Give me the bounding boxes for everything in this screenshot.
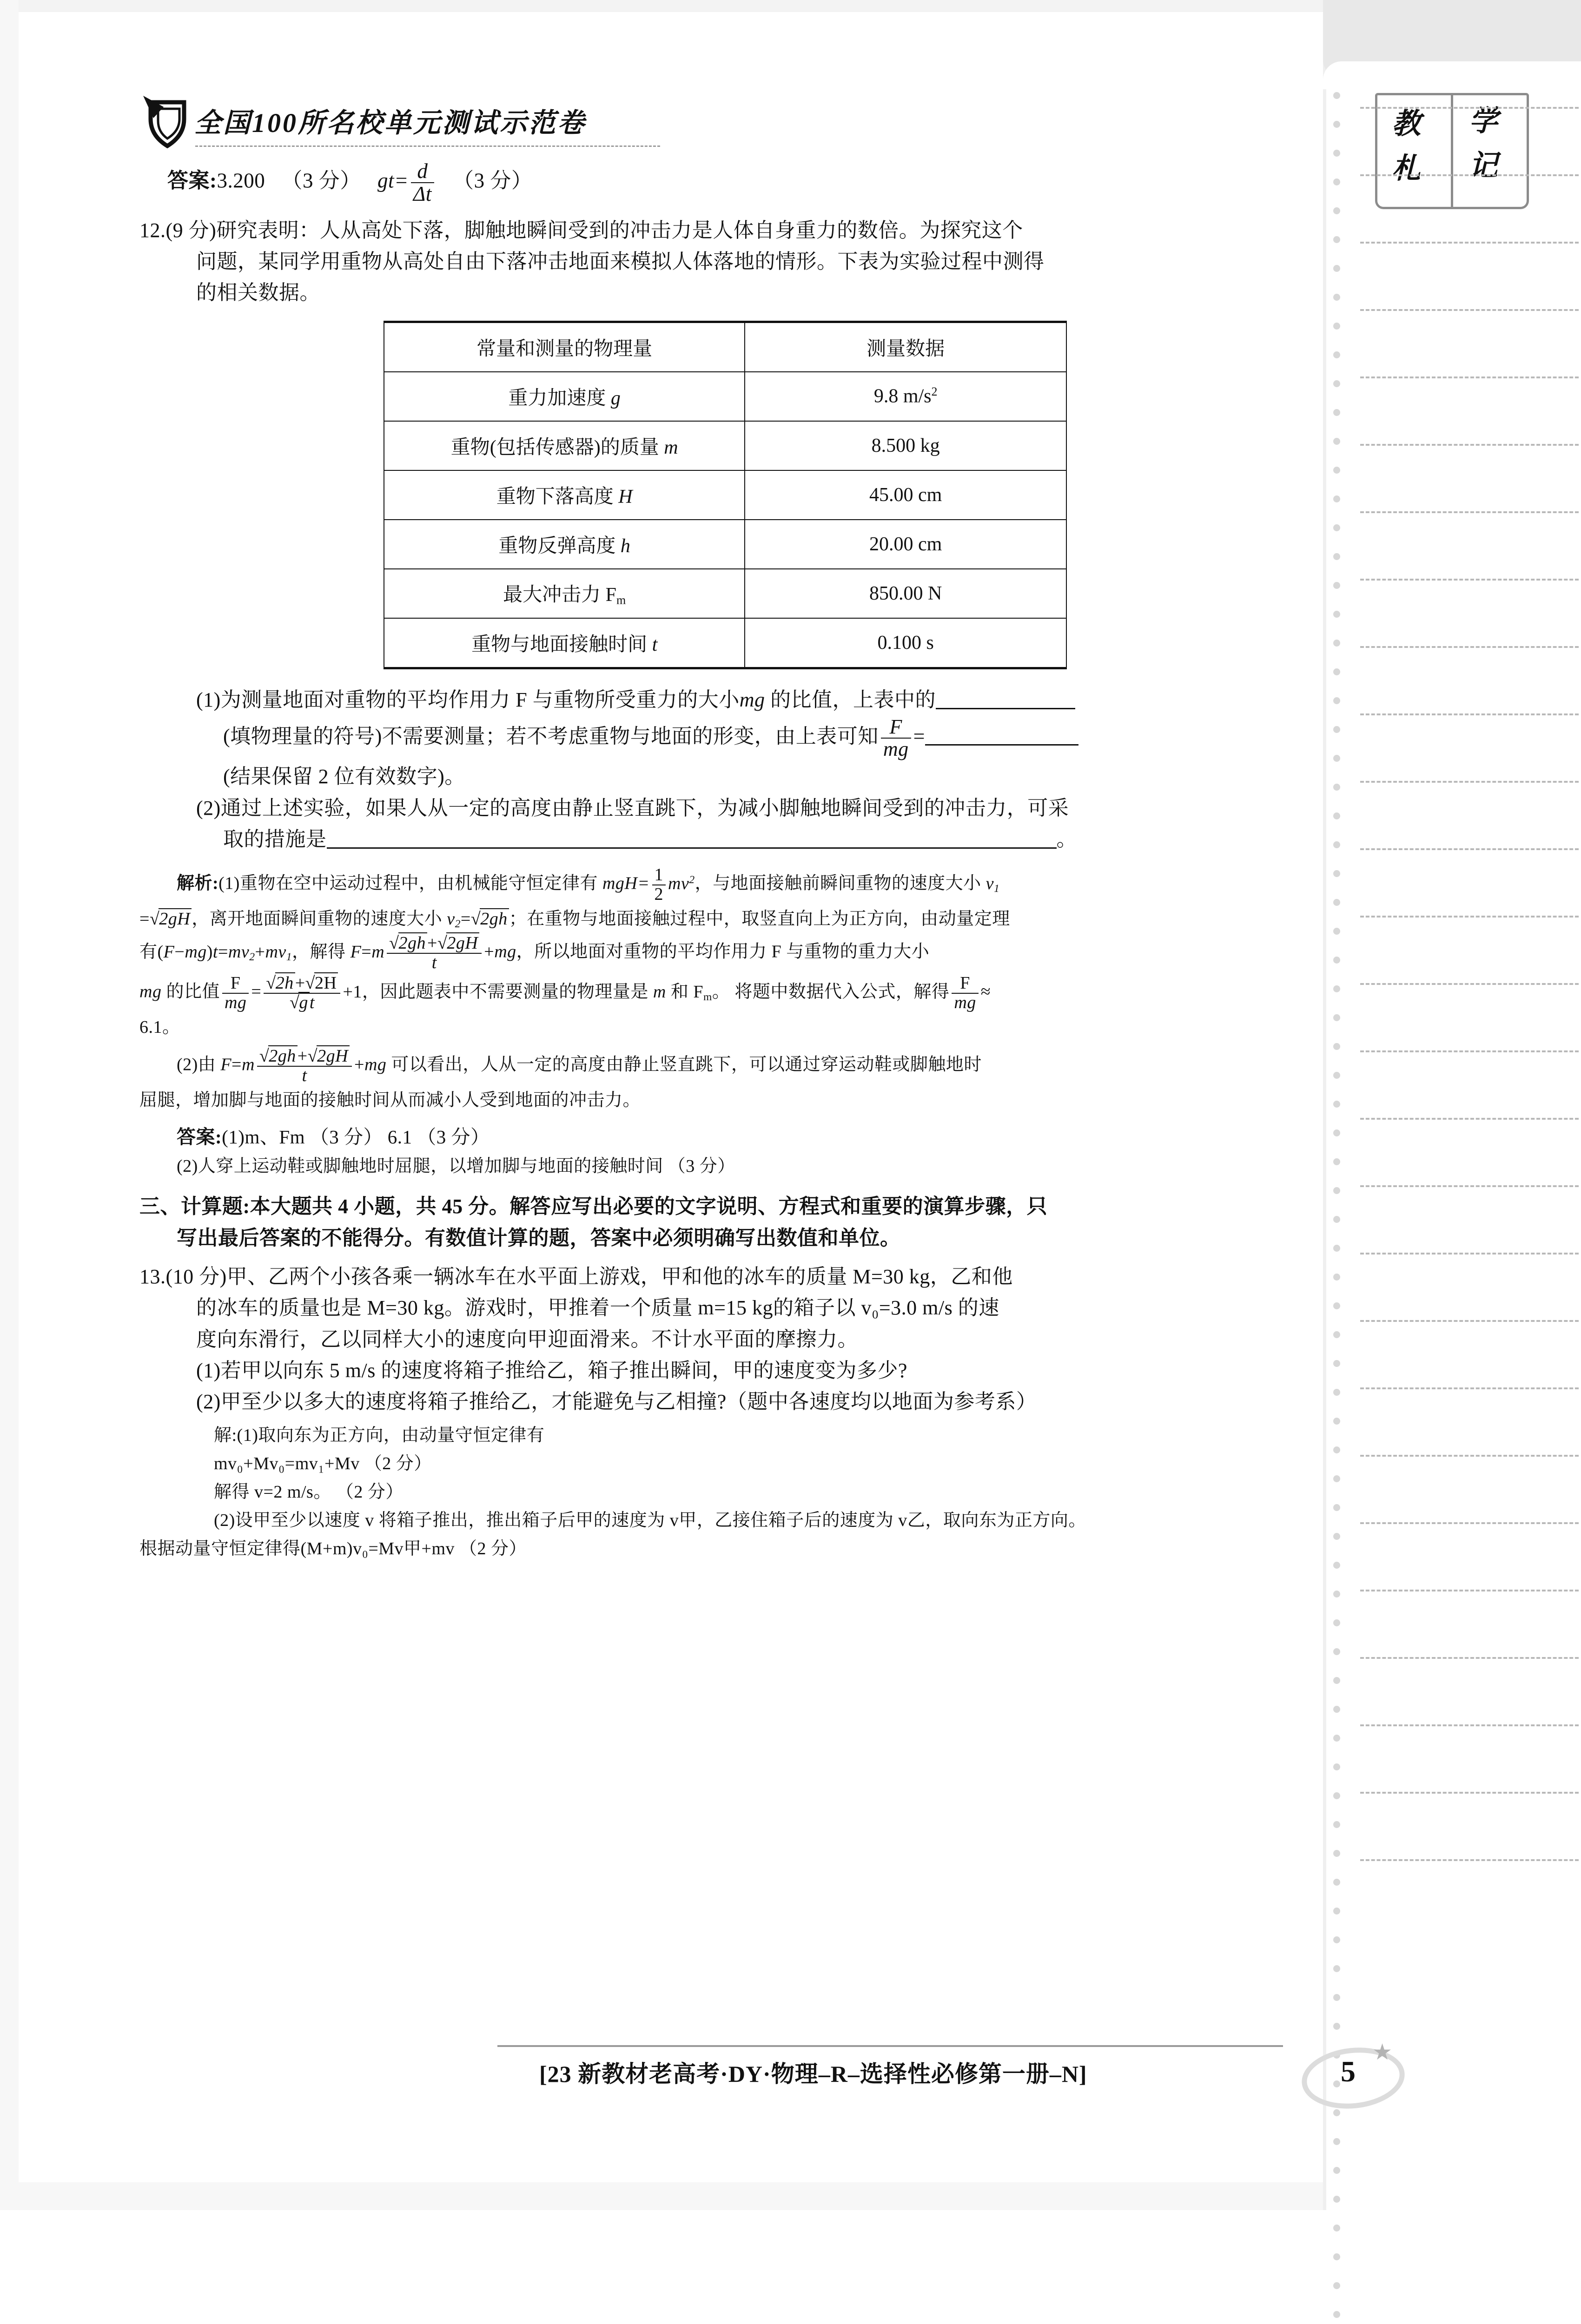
- fraction-numerator: F: [222, 974, 249, 994]
- fraction-denominator: mg: [954, 993, 976, 1013]
- analysis-ratio-fraction-2: [952, 974, 978, 1012]
- q12-answer-blank-3[interactable]: [327, 847, 1057, 849]
- q13-score: (10 分): [165, 1265, 227, 1288]
- analysis-force-fraction-2: [257, 1047, 352, 1085]
- analysis-force-fraction: [387, 934, 482, 972]
- table-row: [384, 520, 1066, 569]
- section-3-heading: [139, 1192, 1311, 1253]
- page-number-badge: [1302, 2040, 1403, 2104]
- q13-solution-line-3: 解得 v=2 m/s。 （2 分）: [214, 1482, 404, 1502]
- table-cell-quantity: 最大冲击力 $F_m$: [384, 569, 745, 618]
- scan-edge-left: [0, 0, 19, 2210]
- book-glyph-xue: 学: [1469, 106, 1498, 137]
- q12-answer-line-2: (2)人穿上运动鞋或脚触地时屈腿，以增加脚与地面的接触时间 （3 分）: [177, 1156, 735, 1176]
- answer-formula-fraction: [411, 160, 434, 205]
- star-icon: ★: [1372, 2040, 1393, 2065]
- measurement-table: [384, 321, 1067, 669]
- sidebar-punch-dots: [1333, 92, 1343, 2137]
- answer-label: 答案:: [167, 169, 217, 192]
- analysis-approx: ≈: [980, 982, 991, 1002]
- q12-stem-line-2: 问题，某同学用重物从高处自由下落冲击地面来模拟人体落地的情形。下表为实验过程中测得: [196, 250, 1045, 273]
- answer-score-2: （3 分）: [453, 169, 533, 192]
- analysis-ratio-fraction-1: [222, 974, 249, 1012]
- shield-pen-logo-icon: [139, 93, 191, 149]
- analysis-text-6a: (2)由 F=m: [177, 1055, 255, 1075]
- table-row: [384, 421, 1066, 470]
- masthead-divider: [195, 145, 660, 147]
- table-cell-quantity: 重力加速度 g: [384, 372, 745, 421]
- table-header-value: 测量数据: [745, 322, 1066, 372]
- section-3-line-2: 写出最后答案的不能得分。有数值计算的题，答案中必须明确写出数值和单位。: [177, 1226, 901, 1249]
- q12-sub1-equals: =: [913, 725, 925, 748]
- analysis-eq-rhs: $mv^2$: [668, 874, 695, 893]
- fraction-denominator: t: [431, 953, 437, 973]
- q12-stem-line-3: 的相关数据。: [196, 281, 320, 304]
- q12-sub1-text-b: 的比值，上表中的: [770, 688, 936, 711]
- q12-number: 12.: [139, 218, 166, 242]
- analysis-line-5: 6.1。: [139, 1017, 180, 1037]
- q12-ratio-fraction: [881, 716, 911, 760]
- q12-stem-text-1: 研究表明：人从高处下落，脚触地瞬间受到的冲击力是人体自身重力的数倍。为探究这个: [216, 218, 1023, 242]
- analysis-eq-lhs: mgH=: [602, 874, 650, 893]
- table-header-row: [384, 322, 1066, 372]
- fraction-numerator: √2gh+√2gH: [257, 1047, 352, 1067]
- q12-stem-line-1: [139, 216, 1311, 245]
- masthead: [139, 91, 604, 151]
- q12-answer-label: 答案:: [177, 1126, 222, 1148]
- table-cell-quantity: 重物下落高度 H: [384, 470, 745, 520]
- analysis-v2: $v_2$: [447, 909, 461, 931]
- q12-sub1-text-a: (1)为测量地面对重物的平均作用力 F 与重物所受重力的大小: [196, 688, 740, 711]
- q12-sub2-line-2: [139, 825, 1311, 854]
- table-row: [384, 372, 1066, 421]
- analysis-text-3a: 有$(F-mg)t=mv_2+mv_1$，解得 F=m: [139, 942, 385, 963]
- q13-solution: [139, 1422, 1311, 1562]
- answer-value-1: 3.200: [217, 169, 265, 192]
- top-answer-line: [167, 160, 1311, 205]
- q13-stem-line-1: [139, 1262, 1311, 1291]
- q13-stem-line-2: 的冰车的质量也是 M=30 kg。游戏时，甲推着一个质量 m=15 kg的箱子以 v₀=3.0 m/s 的速: [196, 1296, 999, 1320]
- analysis-eq2-equals: =: [139, 909, 150, 929]
- fraction-numerator: d: [411, 160, 434, 183]
- analysis-line-3: [139, 934, 1311, 972]
- analysis-text-2b: ，离开地面瞬间重物的速度大小: [192, 909, 443, 929]
- q12-sub2-end: 。: [1056, 828, 1077, 851]
- analysis-text-1a: (1)重物在空中运动过程中，由机械能守恒定律有: [218, 874, 598, 893]
- question-12: [139, 216, 1311, 854]
- q13-stem-text-1: 甲、乙两个小孩各乘一辆冰车在水平面上游戏，甲和他的冰车的质量 M=30 kg，乙和他: [226, 1265, 1013, 1288]
- q13-solution-line-1: 解:(1)取向东为正方向，由动量守恒定律有: [214, 1425, 545, 1445]
- analysis-v1: $v_1$: [986, 874, 1000, 895]
- analysis-text-4b: +1，因此题表中不需要测量的物理量是 m 和 $F_m$。 将题中数据代入公式，解得: [343, 982, 950, 1003]
- q13-stem-line-3: 度向东滑行，乙以同样大小的速度向甲迎面滑来。不计水平面的摩擦力。: [196, 1327, 858, 1351]
- table-cell-quantity: 重物与地面接触时间 t: [384, 618, 745, 668]
- fraction-numerator: F: [881, 716, 911, 739]
- q12-sub2-text-b: 取的措施是: [223, 828, 327, 851]
- teaching-notes-sidebar: [1323, 0, 1581, 2210]
- analysis-line-1: [139, 866, 1311, 904]
- table-cell-value: 9.8 $m/s^2$: [745, 372, 1066, 421]
- table-cell-value: 20.00 cm: [745, 520, 1066, 569]
- analysis-text-3b: +mg，所以地面对重物的平均作用力 F 与重物的重力大小: [484, 942, 930, 962]
- fraction-numerator: F: [952, 974, 978, 994]
- table-cell-value: 45.00 cm: [745, 470, 1066, 520]
- answer-score-1: （3 分）: [281, 169, 361, 192]
- analysis-ratio-expression: [264, 974, 340, 1012]
- fraction-numerator: √2h+√2H: [264, 974, 340, 994]
- table-row: [384, 470, 1066, 520]
- fraction-denominator: mg: [224, 993, 247, 1013]
- q13-solution-line-2: mv₀+Mv₀=mv₁+Mv （2 分）: [214, 1453, 432, 1473]
- footer-title: [23 新教材老高考·DY·物理–R–选择性必修第一册–N]: [539, 2061, 1087, 2087]
- q12-sub1-mg: mg: [739, 688, 765, 711]
- book-glyph-zha: 札: [1392, 153, 1421, 185]
- analysis-text-6b: +mg 可以看出，人从一定的高度由静止竖直跳下，可以通过穿运动鞋或脚触地时: [354, 1055, 982, 1075]
- q12-answer-block: [139, 1123, 1311, 1180]
- q13-solution-line-5: 根据动量守恒定律得(M+m)v₀=Mv甲+mv （2 分）: [139, 1538, 527, 1558]
- analysis-text-2d: ；在重物与地面接触过程中，取竖直向上为正方向，由动量定理: [509, 909, 1010, 929]
- answer-formula-lhs: gt=: [377, 169, 409, 192]
- question-13: [139, 1262, 1311, 1417]
- book-glyph-jiao: 教: [1392, 108, 1421, 140]
- fraction-numerator: √2gh+√2gH: [387, 934, 482, 954]
- footer-divider: [497, 2045, 1283, 2047]
- analysis-equals-4: =: [251, 982, 262, 1002]
- q12-answer-blank-2[interactable]: [925, 744, 1078, 746]
- analysis-text-1b: ，与地面接触前瞬间重物的速度大小: [695, 874, 981, 893]
- fraction-denominator: mg: [883, 738, 909, 761]
- q12-analysis: [139, 866, 1311, 1113]
- q12-sub1-line-1: [139, 685, 1311, 714]
- analysis-line-2: [139, 906, 1311, 932]
- table-row: [384, 618, 1066, 668]
- document-body: [139, 160, 1311, 1567]
- masthead-title: 全国100所名校单元测试示范卷: [194, 108, 587, 138]
- table-row: [384, 569, 1066, 618]
- section-3-line-1: 三、计算题:本大题共 4 小题，共 45 分。解答应写出必要的文字说明、方程式和重要的演算步骤，只: [139, 1195, 1048, 1218]
- sidebar-header-band-inner: [1323, 61, 1581, 89]
- analysis-line-6: [139, 1047, 1311, 1085]
- q12-score: (9 分): [165, 218, 217, 242]
- sqrt-2gh: √2gh: [471, 909, 509, 929]
- table-cell-value: 850.00 N: [745, 569, 1066, 618]
- q13-number: 13.: [139, 1265, 166, 1288]
- page-footer: [0, 2040, 1581, 2147]
- table-cell-quantity: 重物反弹高度 h: [384, 520, 745, 569]
- sidebar-left-rule: [1323, 0, 1326, 2210]
- analysis-label: 解析:: [177, 874, 219, 893]
- table-cell-quantity: 重物(包括传感器)的质量 m: [384, 421, 745, 470]
- book-glyph-ji: 记: [1469, 150, 1498, 182]
- table-cell-value: 0.100 s: [745, 618, 1066, 668]
- analysis-line-7: 屈腿，增加脚与地面的接触时间从而减小人受到地面的冲击力。: [139, 1090, 641, 1110]
- sidebar-note-lines: [1360, 107, 1579, 2059]
- q12-sub1-line-3: (结果保留 2 位有效数字)。: [223, 765, 465, 788]
- table-cell-value: 8.500 kg: [745, 421, 1066, 470]
- q13-sub1: (1)若甲以向东 5 m/s 的速度将箱子推给乙，箱子推出瞬间，甲的速度变为多少?: [196, 1359, 907, 1382]
- fraction-denominator: t: [302, 1065, 307, 1085]
- analysis-mg-label: mg: [139, 982, 162, 1002]
- table-header-quantity: 常量和测量的物理量: [384, 322, 745, 372]
- q12-sub1-line-2: [139, 716, 1311, 760]
- q13-solution-line-4: (2)设甲至少以速度 v 将箱子推出，推出箱子后甲的速度为 v甲，乙接住箱子后的速度为 v乙，取向东为正方向。: [214, 1510, 1086, 1530]
- q12-answer-blank-1[interactable]: [936, 708, 1075, 709]
- page-number: 5: [1341, 2055, 1356, 2088]
- q12-sub2-line-1: (2)通过上述实验，如果人从一定的高度由静止竖直跳下，为减小脚触地瞬间受到的冲击力，可采: [196, 796, 1069, 819]
- analysis-half-fraction: [652, 866, 666, 904]
- fraction-numerator: 1: [652, 866, 666, 885]
- q12-sub1-text-c: (填物理量的符号)不需要测量；若不考虑重物与地面的形变，由上表可知: [223, 725, 879, 748]
- analysis-line-4: mg 的比值 $\frac{F}{mg}$ = $\frac{√2h+√2H}{√gt}$ +1，因此题表中不需要测量的物理量是 m 和 $F_m$。 将题中数据代入公式，解得 $\frac{F}{mg}$ ≈: [139, 973, 991, 1013]
- q13-sub2: (2)甲至少以多大的速度将箱子推给乙，才能避免与乙相撞?（题中各速度均以地面为参考系）: [196, 1390, 1037, 1413]
- sqrt-2gH: √2gH: [150, 909, 192, 929]
- q12-answer-text-1: (1)m、Fm （3 分） 6.1 （3 分）: [222, 1126, 490, 1148]
- analysis-eq3-equals: =: [460, 909, 471, 929]
- fraction-denominator: Δt: [413, 182, 432, 206]
- q12-answer-line-1: [139, 1123, 1311, 1152]
- fraction-denominator: √gt: [289, 993, 315, 1013]
- fraction-denominator: 2: [654, 885, 663, 905]
